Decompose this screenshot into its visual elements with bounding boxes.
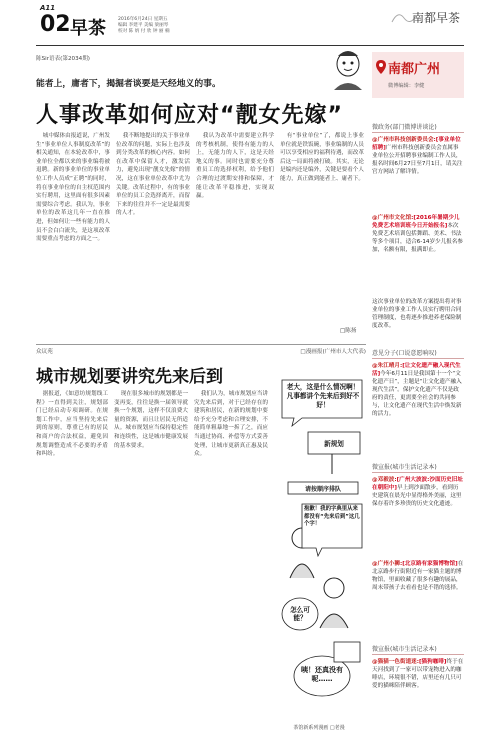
city-life-item-2-tag: @广州小狮: [372,561,403,567]
cartoon-bubble-1: 老大，这是什么情况啊！凡事都讲个先来后到好不好！ [286,383,360,409]
city-life-item-1-tag: @邓毅波: [372,477,397,483]
city-life-item-1 [372,476,464,554]
article1-col3-text: 我认为改革中需要建立科学的考核机制，使得有能力的人上，无能力的人下，这是天经地义的事。同时也需要充分尊重员工的选择权利，给予他们合理的过渡期安排和保障，才能让改革平稳推进，实现双赢。 [196,133,274,200]
cartoon-caption: 茶馆新系列漫画 □老漫 [293,725,345,731]
weibo-item-1-body: 广州市科技创新委员会直属事业单位公开招聘事业编制工作人员，报名时间6月27日至7月1日，请关注官方网站了解详情。 [372,145,463,175]
opinion-item-body: 今年6月11日是我国第十一个“文化遗产日”，主题是“让文化遗产融入现代生活”。保护文化遗产不仅是政府的责任，更需要全社会的共同参与，让文化遗产在现代生活中焕发新的活力。 [372,371,462,417]
weibo-item-3 [372,298,464,342]
cartoon-sign-new-plan: 新规划 [324,440,344,448]
header-proofread: 校对 陈 炳 付 欣 钟 丽 楠 [118,29,170,34]
main-title: 人事改革如何应对“靓女先嫁” [36,103,343,128]
header-editors: 编辑 李建平 美编 梁丽琴 [118,23,169,28]
weibo-item-2-title: [2016年暑期少儿免费艺术培训班今日开始报名] [372,215,460,229]
divider [372,654,464,655]
right-panel [372,52,464,742]
weibo-item-3-body: 这次事业单位的改革方案提出将对事业单位的事业工作人员实行聘用合同管理制度，也将逐步推进养老保险制度改革。 [372,299,462,329]
section-name: 早茶 [70,18,106,39]
header-date: 2016年6月24日 星期五 [118,17,168,22]
nandu-subhead: 微博编辑：李健 [388,83,425,89]
city-life-section-label: 微宣报(城市生活记录本) [372,464,437,471]
column-subtitle: 能者上，庸者下，揭掘者谈要是天经地义的事。 [36,79,221,89]
cartoon [272,378,366,736]
divider [372,132,464,133]
masthead-text: 南都早茶 [412,11,460,25]
location-pin-icon [376,60,386,74]
opinion-section-label: 意见分子(口说意愿响叹) [372,350,437,357]
weibo-item-2-body: 本次免费艺术培训包括舞蹈、美术、书法等多个项目，适合6-14岁少儿报名参加，名额有限，报满即止。 [372,223,464,253]
masthead-logo [390,6,460,28]
city-life-item-2 [372,560,464,634]
article2-col1 [36,390,108,730]
weibo-item-2-tag: @广州市文化馆: [372,215,414,221]
city-life-item-2-body: 在北京路步行街附近有一家猫主题的博物馆，里面收藏了很多有趣的展品，周末带孩子去看看也是不错的选择。 [372,561,464,591]
article1-col1-text: 城中媒体由报道说，广州发生“事业单位人事制度改革”的相关通知，在本轮改革中，事业单位全都以来的事业编将被退聘。新的事业单位的事业单位工作人员成“正聘”的同时，将在事业单位的自主权范围内实行聘用，这里面有很多因素需要综合考虑。我认为，事业单位的改革这几年一直在推进，但如何让一些有能力的人员不会白白流失，是这项改革需要重点考虑的方面之一。 [36,133,110,243]
nandu-header [372,52,464,98]
article2-col2 [114,390,188,730]
article1-col4-text: 有“事业单位”了，都说上事业单位就是铁饭碗，事业编制的人员可以享受相应的福利待遇，而改革后这一局面将被打破。其实，无论是编内还是编外，关键是要看个人能力，真正做到能者上、庸者下。 [280,133,364,182]
city-life-item-3-title: [猫狗咖啡] [419,659,447,665]
divider [372,358,464,359]
caricature-illustration [326,48,370,92]
header [0,0,499,48]
weibo-item-2 [372,214,464,294]
article1-col3 [196,132,274,332]
page-number: 02 [40,12,71,37]
header-info [118,17,170,35]
article1-col1 [36,132,110,332]
section-divider [36,344,366,355]
divider [372,472,464,473]
article2-col2-text: 现在很多城市的规划都是一变再变，往往是换一届领导就换一个规划，这样不仅浪费大量的资源，而且让居民无所适从。城市规划应当保持稳定性和连续性，这是城市健康发展的基本要求。 [114,391,188,449]
city-life-item-2-title: [北京路有家猫博物馆] [402,561,458,567]
article2-title: 城市规划要讲究先来后到 [36,367,223,387]
divider-left-label: 众议苑 [36,349,53,355]
divider-right-label: □漫画报(广州市人大代表) [300,349,366,355]
weibo-item-1 [372,136,464,210]
cartoon-bubble-2: 抱歉！我的字典里从来都没有“先来后到”这几个字！ [304,506,360,528]
article1-col4 [280,132,364,320]
opinion-item-tag: @朱江晴月: [372,363,403,369]
weibo-section-label: 微政务(部门微博讲谈论) [372,124,437,131]
nandu-title: 南都广州 [388,62,441,77]
weibo-item-1-tag: @广州市科技创新委员会: [372,137,436,143]
article2-col1-text: 据报道，《如意坊规划线工程》一直得到关注，规划部门已经启动专项调研。在规划工作中，应当坚持先来后到的原则，尊重已有的居民和商户的合法权益，避免因规划调整造成不必要的矛盾和纠纷。 [36,391,108,458]
city-life-item-3 [372,658,464,738]
article1-col2 [116,132,190,332]
column-banner [36,54,364,94]
article1-author: □陈扬 [340,328,357,334]
column-label: 陈Sir语表(第2034期) [36,56,90,62]
article2-col3-text: 我们认为，城市规划应当讲究先来后到，对于已经存在的建筑和居民，在新的规划中要给予充分考虑和合理安排，不能简单粗暴地一拆了之，而应当通过协商、补偿等方式妥善处理，让城市更新真正惠及民众。 [194,391,268,458]
cartoon-sign-queue: 请按顺序排队 [304,486,341,493]
article1-col2-text: 我不断地提出的关于事业单位改革的问题，实际上也涉及到分类改革的核心内容。如何在改革中保留人才，激发活力，避免出现“靓女先嫁”的情况，这在事业单位改革中尤为关键。改革过程中，有的事业单位的员工会选择离开，而留下来的往往并不一定是最需要的人才。 [116,133,190,217]
header-rule [36,45,464,46]
opinion-item [372,362,464,452]
city-life-section-label-2: 微宣报(城市生活记录本) [372,646,437,653]
city-life-item-1-body: 早上到沙面散步，看到历史建筑在晨光中显得格外美丽，这里保存着许多珍贵的历史文化遗迹。 [372,485,462,507]
opinion-item-title: [让文化遗产融入现代生活] [372,363,461,377]
city-life-item-3-body: 终于在天河找到了一家可以带宠物进入的咖啡店，环境很不错，店里还有几只可爱的猫咪陪伴顾客。 [372,659,464,689]
cartoon-bubble-3: 怎么可能？ [290,606,310,622]
city-life-item-1-title: [广州大波波:沙面历史旧址在朝阳中] [372,477,463,491]
cartoon-bubble-4: 咦！还真没有呢…… [301,666,343,683]
article2-col3 [194,390,268,730]
a11-logo: A11 [40,4,56,12]
weibo-item-1-title: [事业单位招聘] [372,137,461,151]
city-life-item-3-tag: @猫猫一色街道迷: [372,659,419,665]
